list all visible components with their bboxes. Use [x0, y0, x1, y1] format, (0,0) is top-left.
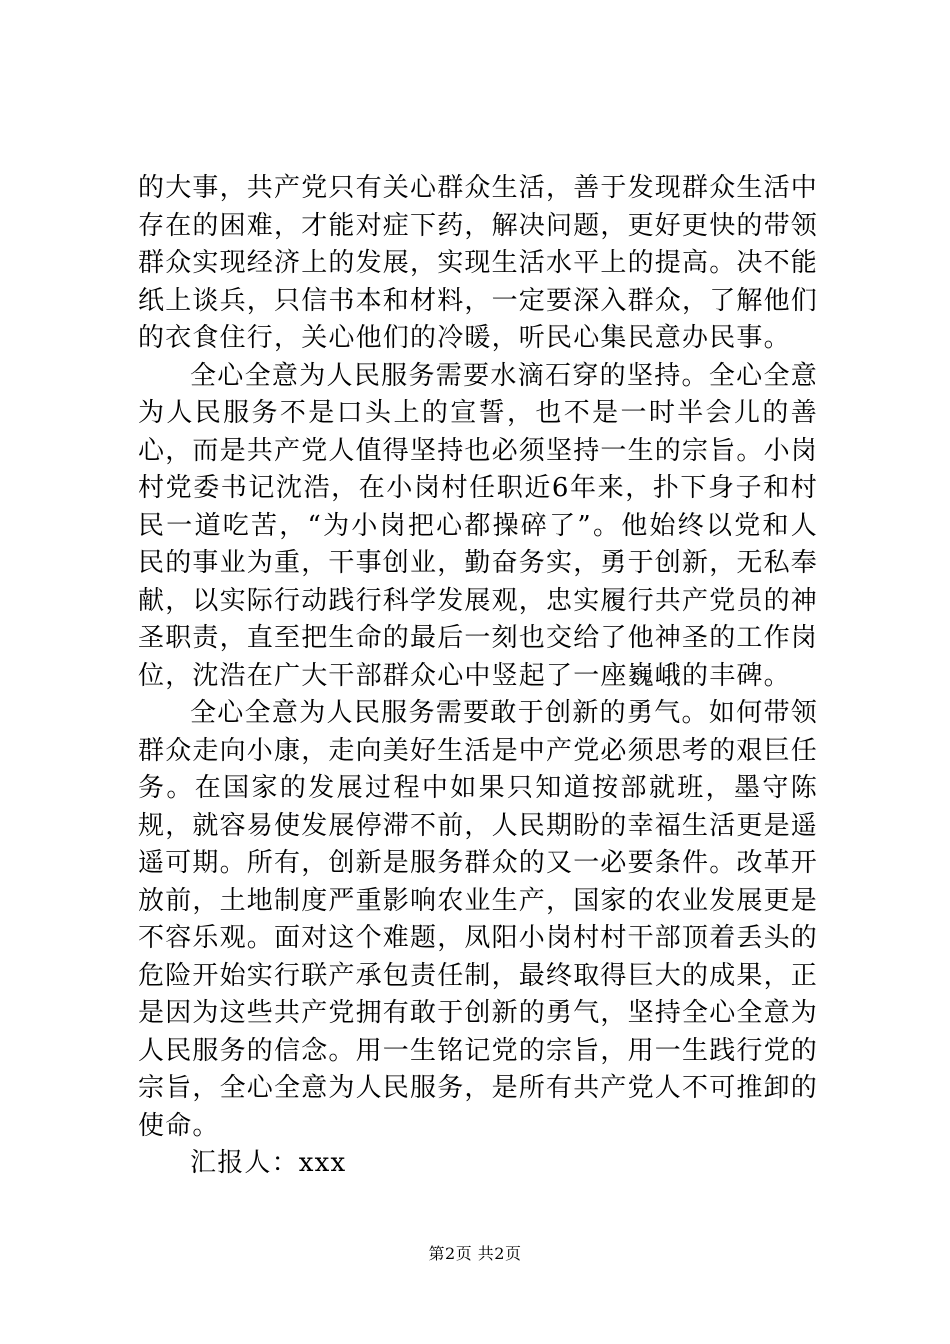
paragraph-persistence: 全心全意为人民服务需要水滴石穿的坚持。全心全意为人民服务不是口头上的宣誓，也不是一时半会儿的善心，而是共产党人值得坚持也必须坚持一生的宗旨。小岗村党委书记沈浩，在小岗村任职近6年来，扑下身子和村民一道吃苦，“为小岗把心都操碎了”。他始终以党和人民的事业为重，干事创业，勤奋务实，勇于创新，无私奉献，以实际行动践行科学发展观，忠实履行共产党员的神圣职责，直至把生命的最后一刻也交给了他神圣的工作岗位，沈浩在广大干部群众心中竖起了一座巍峨的丰碑。	[138, 360, 819, 691]
paragraph-intro: 的大事，共产党只有关心群众生活，善于发现群众生活中存在的困难，才能对症下药，解决问题，更好更快的带领群众实现经济上的发展，实现生活水平上的提高。决不能纸上谈兵，只信书本和材料，一定要深入群众，了解他们的衣食住行，关心他们的冷暖，听民心集民意办民事。	[138, 173, 819, 353]
document-body	[138, 170, 818, 1183]
page-number: 第2页 共2页	[428, 1244, 522, 1263]
page-footer	[0, 1244, 950, 1264]
paragraph-innovation: 全心全意为人民服务需要敢于创新的勇气。如何带领群众走向小康，走向美好生活是中产党必须思考的艰巨任务。在国家的发展过程中如果只知道按部就班，墨守陈规，就容易使发展停滞不前，人民期盼的幸福生活更是遥遥可期。所有，创新是服务群众的又一必要条件。改革开放前，土地制度严重影响农业生产，国家的农业发展更是不容乐观。面对这个难题，凤阳小岗村村干部顶着丢头的危险开始实行联产承包责任制，最终取得巨大的成果，正是因为这些共产党拥有敢于创新的勇气，坚持全心全意为人民服务的信念。用一生铭记党的宗旨，用一生践行党的宗旨，全心全意为人民服务，是所有共产党人不可推卸的使命。	[138, 698, 819, 1141]
reporter-line: 汇报人：xxx	[190, 1148, 347, 1178]
